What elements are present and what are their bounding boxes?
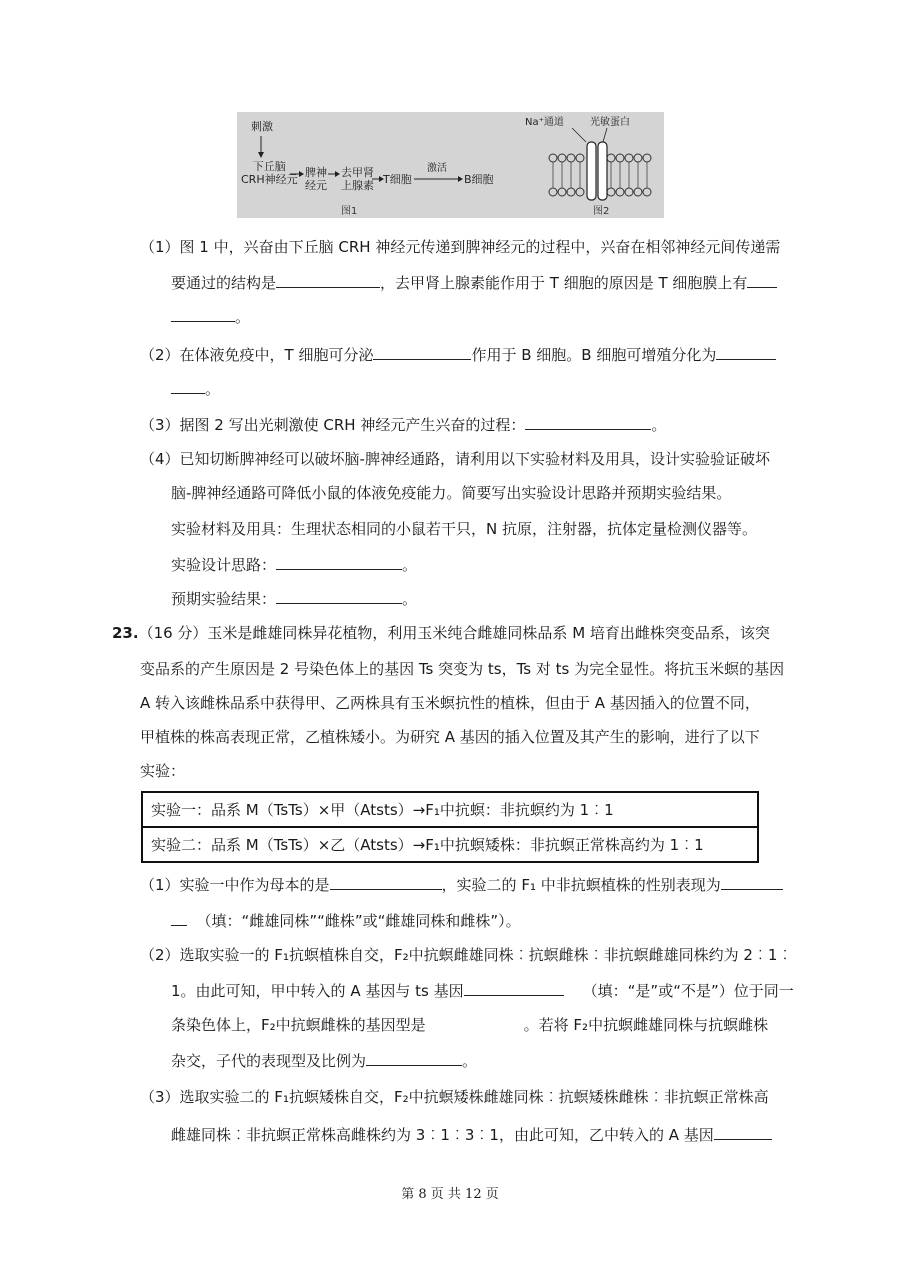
fig1-spleen-neuron-label — [305, 166, 327, 192]
q23-answer-blank-sex-b[interactable] — [171, 909, 187, 926]
q22-answer-blank-receptor-b[interactable] — [171, 305, 235, 322]
fig1-hypothalamus-label — [241, 160, 298, 186]
q22-part4-line2: 脑-脾神经通路可降低小鼠的体液免疫能力。简要写出实验设计思路并预期实验结果。 — [171, 484, 732, 502]
q23-answer-blank-sex-a[interactable] — [721, 873, 783, 890]
q22-part4-result-end: 。 — [402, 590, 418, 608]
q22-answer-blank-receptor-a[interactable] — [747, 271, 777, 288]
q22-answer-blank-bcell-b[interactable] — [171, 377, 205, 394]
q23-part3-line1: （3）选取实验二的 F₁抗螟矮株自交，F₂中抗螟矮株雌雄同株︰抗螟矮株雌株︰非抗螟正常株高 — [140, 1088, 769, 1106]
fig1-node1-line1: 下丘脑 — [252, 160, 286, 173]
q22-answer-blank-structure[interactable] — [276, 271, 380, 288]
experiment-row-2: 实验二：品系 M（TsTs）×乙（Atsts）→F₁中抗螟矮株：非抗螟正常株高约为 1︰1 — [151, 836, 704, 854]
q22-answer-blank-result[interactable] — [276, 587, 402, 604]
fig1-node1-line2: CRH神经元 — [241, 173, 298, 186]
q23-part1-text1: （1）实验一中作为母本的是 — [140, 876, 330, 894]
q23-intro-line4: 甲植株的株高表现正常，乙植株矮小。为研究 A 基因的插入位置及其产生的影响，进行了以下 — [140, 728, 760, 746]
q23-part2-end: 。 — [462, 1052, 478, 1070]
page-footer: 第 8 页 共 12 页 — [401, 1187, 499, 1202]
q22-part1-line2 — [171, 271, 777, 293]
q23-part2-line2 — [171, 979, 794, 1001]
q23-part2-text4: 。若将 F₂中抗螟雌雄同株与抗螟雌株 — [523, 1016, 769, 1034]
q22-part4-design-label: 实验设计思路： — [171, 556, 277, 574]
fig1-activate-label: 激活 — [427, 163, 447, 174]
q22-part4-result-label: 预期实验结果： — [171, 590, 277, 608]
q22-answer-blank-excitation[interactable] — [525, 413, 651, 430]
q22-part1-end: 。 — [235, 308, 251, 326]
q22-part2-end: 。 — [205, 380, 221, 398]
q22-part1-line1: （1）图 1 中，兴奋由下丘脑 CRH 神经元传递到脾神经元的过程中，兴奋在相邻神经元间传递需 — [140, 238, 781, 256]
q23-answer-blank-offspring[interactable] — [366, 1049, 462, 1066]
q23-part2-line3 — [171, 1015, 768, 1035]
q22-part2-line2 — [171, 377, 220, 399]
q22-part4-design-end: 。 — [402, 556, 418, 574]
q23-answer-blank-a-gene[interactable] — [714, 1123, 772, 1140]
experiment-row-1: 实验一：品系 M（TsTs）×甲（Atsts）→F₁中抗螟：非抗螟约为 1︰1 — [143, 793, 757, 828]
q22-part3-text: （3）据图 2 写出光刺激使 CRH 神经元产生兴奋的过程： — [140, 416, 526, 434]
experiment-table — [141, 791, 759, 863]
q23-part2-line1: （2）选取实验一的 F₁抗螟植株自交，F₂中抗螟雌雄同株︰抗螟雌株︰非抗螟雌雄同株约为 2︰1︰ — [140, 946, 793, 964]
q22-part1-text2: ，去甲肾上腺素能作用于 T 细胞的原因是 T 细胞膜上有 — [380, 274, 748, 292]
q23-part1-fill-hint: （填：“雌雄同株”“雌株”或“雌雄同株和雌株”）。 — [196, 912, 521, 930]
q23-answer-blank-same-chromosome[interactable] — [464, 979, 564, 996]
q23-part3-text: 雌雄同株︰非抗螟正常株高雌株约为 3︰1︰3︰1，由此可知，乙中转入的 A 基因 — [171, 1126, 714, 1144]
fig1-t-cell-label: T细胞 — [383, 173, 412, 186]
q23-answer-blank-mother[interactable] — [330, 873, 442, 890]
q23-part2-text1: 1。由此可知，甲中转入的 A 基因与 ts 基因 — [171, 982, 464, 1000]
q23-intro-line1 — [112, 623, 770, 643]
figure-strip — [237, 112, 664, 218]
fig1-b-cell-label: B细胞 — [464, 173, 494, 186]
q22-part3-end: 。 — [651, 416, 667, 434]
q22-part1-text1: 要通过的结构是 — [171, 274, 277, 292]
fig1-node3-line2: 上腺素 — [341, 179, 374, 192]
q22-part2-line1 — [140, 343, 776, 365]
q23-part1-line2 — [171, 909, 521, 931]
q23-part2-text2: （填：“是”或“不是”）位于同一 — [582, 982, 794, 1000]
fig1-node2-line1: 脾神 — [305, 166, 327, 179]
q23-part2-text3: 条染色体上，F₂中抗螟雌株的基因型是 — [171, 1016, 426, 1034]
fig2-light-protein-label: 光敏蛋白 — [590, 117, 630, 128]
q22-answer-blank-design[interactable] — [276, 553, 402, 570]
q22-part4-line3: 实验材料及用具：生理状态相同的小鼠若干只，N 抗原，注射器，抗体定量检测仪器等。 — [171, 520, 757, 538]
q22-part4-line1: （4）已知切断脾神经可以破坏脑-脾神经通路，请利用以下实验材料及用具，设计实验验证破坏 — [140, 450, 770, 468]
fig1-stimulus-label: 刺激 — [251, 120, 273, 133]
q22-part2-text2: 作用于 B 细胞。B 细胞可增殖分化为 — [471, 346, 717, 364]
fig1-node3-line1: 去甲肾 — [341, 166, 374, 179]
q22-answer-blank-secretion[interactable] — [373, 343, 471, 360]
q23-intro-line3: A 转入该雌株品系中获得甲、乙两株具有玉米螟抗性的植株，但由于 A 基因插入的位置不同， — [140, 694, 760, 712]
q23-part1-line1 — [140, 873, 783, 895]
q23-part3-line2 — [171, 1123, 772, 1145]
q22-part4-line5 — [171, 587, 417, 609]
fig1-caption: 图1 — [341, 206, 358, 217]
q22-part1-line3 — [171, 305, 250, 327]
q22-part2-text1: （2）在体液免疫中，T 细胞可分泌 — [140, 346, 374, 364]
q23-part2-text5: 杂交，子代的表现型及比例为 — [171, 1052, 367, 1070]
q22-part4-line4 — [171, 553, 417, 575]
q23-intro-line2: 变品系的产生原因是 2 号染色体上的基因 Ts 突变为 ts，Ts 对 ts 为完全显性。将抗玉米螟的基因 — [140, 660, 785, 678]
q23-part2-line4 — [171, 1049, 477, 1071]
q23-number: 23. — [112, 624, 139, 642]
fig2-caption: 图2 — [593, 206, 610, 217]
q23-intro-text1: （16 分）玉米是雌雄同株异花植物，利用玉米纯合雌雄同株品系 M 培育出雌株突变品系，该突 — [138, 624, 770, 642]
q22-part3-line1 — [140, 413, 666, 435]
fig2-na-channel-label: Na⁺通道 — [525, 117, 564, 128]
fig1-norepinephrine-label — [341, 166, 374, 192]
q23-part1-text2: ，实验二的 F₁ 中非抗螟植株的性别表现为 — [441, 876, 721, 894]
q22-answer-blank-bcell-a[interactable] — [716, 343, 776, 360]
fig1-node2-line2: 经元 — [305, 179, 327, 192]
q23-intro-line5: 实验： — [140, 762, 186, 780]
